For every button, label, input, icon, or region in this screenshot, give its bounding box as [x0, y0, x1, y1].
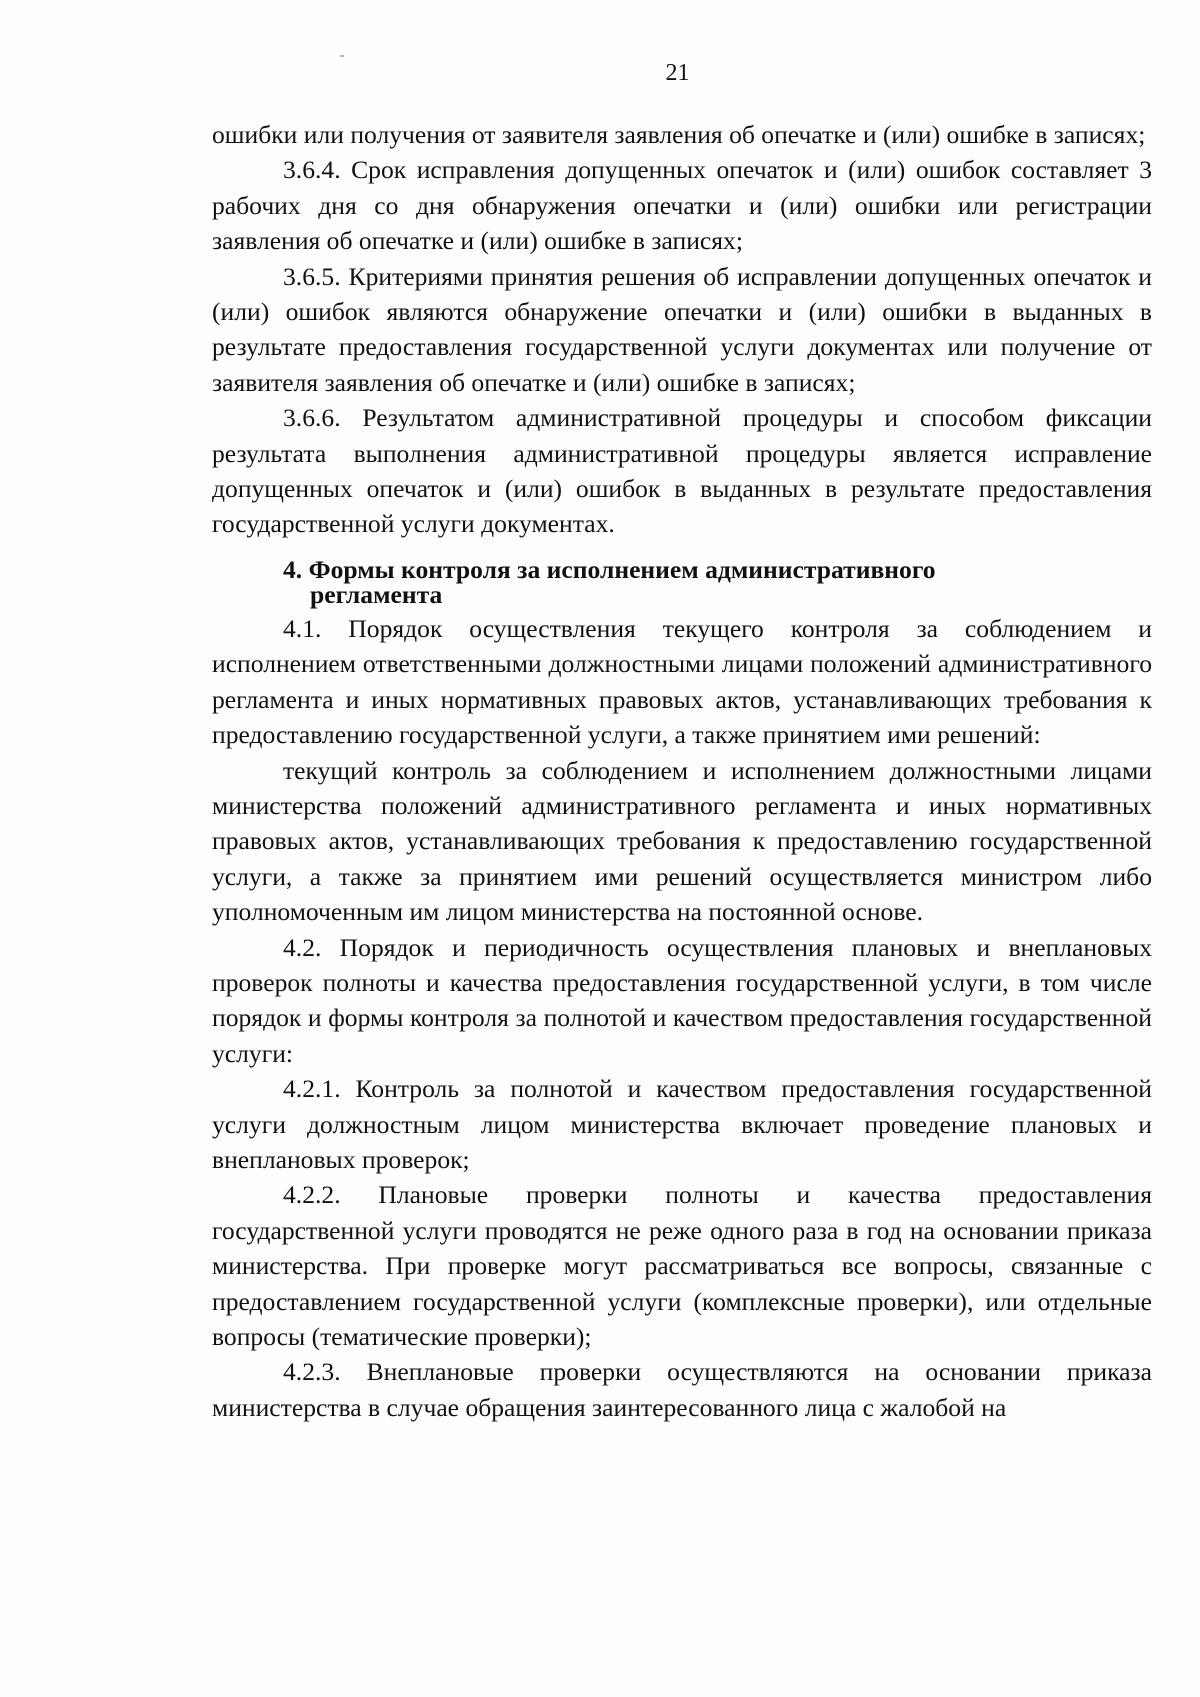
paragraph-continuation: ошибки или получения от заявителя заявления об опечатке и (или) ошибке в записях; — [212, 120, 1146, 149]
section-heading-line-1: 4. Формы контроля за исполнением административного — [283, 554, 936, 584]
section-heading-line-2: регламента — [310, 579, 443, 609]
paragraph-4-2-1: 4.2.1. Контроль за полнотой и качеством предоставления государственной услуги должностным лицом министерства включает проведение плановых и внеплановых проверок; — [212, 1074, 1152, 1174]
paragraph-4-2-2: 4.2.2. Плановые проверки полноты и качества предоставления государственной услуги проводятся не реже одного раза в год на основании приказа министерства. При проверке могут рассматриваться все вопросы, связанные с предоставлением государственной услуги (комплексные проверки), или отдельные вопросы (тематические проверки); — [212, 1180, 1152, 1351]
document-body — [212, 117, 1152, 1425]
paragraph-4-2-3: 4.2.3. Внеплановые проверки осуществляются на основании приказа министерства в случае обращения заинтересованного лица с жалобой на — [212, 1357, 1152, 1422]
paragraph-4-2: 4.2. Порядок и периодичность осуществления плановых и внеплановых проверок полноты и качества предоставления государственной услуги, в том числе порядок и формы контроля за полнотой и качеством предоставления государственной услуги: — [212, 932, 1152, 1068]
page-number: 21 — [665, 60, 690, 86]
paragraph-4-1: 4.1. Порядок осуществления текущего контроля за соблюдением и исполнением ответственными должностными лицами положений административного регламента и иных нормативных правовых актов, устанавливающих требования к предоставлению государственной услуги, а также принятием ими решений: — [212, 613, 1152, 750]
paragraph-current-control: текущий контроль за соблюдением и исполнением должностными лицами министерства положений административного регламента и иных нормативных правовых актов, устанавливающих требования к предоставлению государственной услуги, а также за принятием ими решений осуществляется министром либо уполномоченным им лицом министерства на постоянной основе. — [212, 755, 1152, 927]
paragraph-3-6-5: 3.6.5. Критериями принятия решения об исправлении допущенных опечаток и (или) ошибок являются обнаружение опечатки и (или) ошибки в выданных в результате предоставления государственной услуги документах или получение от заявителя заявления об опечатке и (или) ошибке в записях; — [212, 261, 1152, 397]
paragraph-group-section-3 — [212, 117, 1152, 542]
scan-artifact — [340, 55, 344, 57]
paragraph-3-6-6: 3.6.6. Результатом административной процедуры и способом фиксации результата выполнения административной процедуры является исправление допущенных опечаток и (или) ошибок в выданных в результате предоставления государственной услуги документах. — [212, 403, 1152, 539]
paragraph-3-6-4: 3.6.4. Срок исправления допущенных опечаток и (или) ошибок составляет 3 рабочих дня со дня обнаружения опечатки и (или) ошибки или регистрации заявления об опечатке и (или) ошибке в записях; — [212, 155, 1152, 256]
paragraph-group-section-4 — [212, 611, 1152, 1425]
section-heading — [212, 554, 1152, 609]
